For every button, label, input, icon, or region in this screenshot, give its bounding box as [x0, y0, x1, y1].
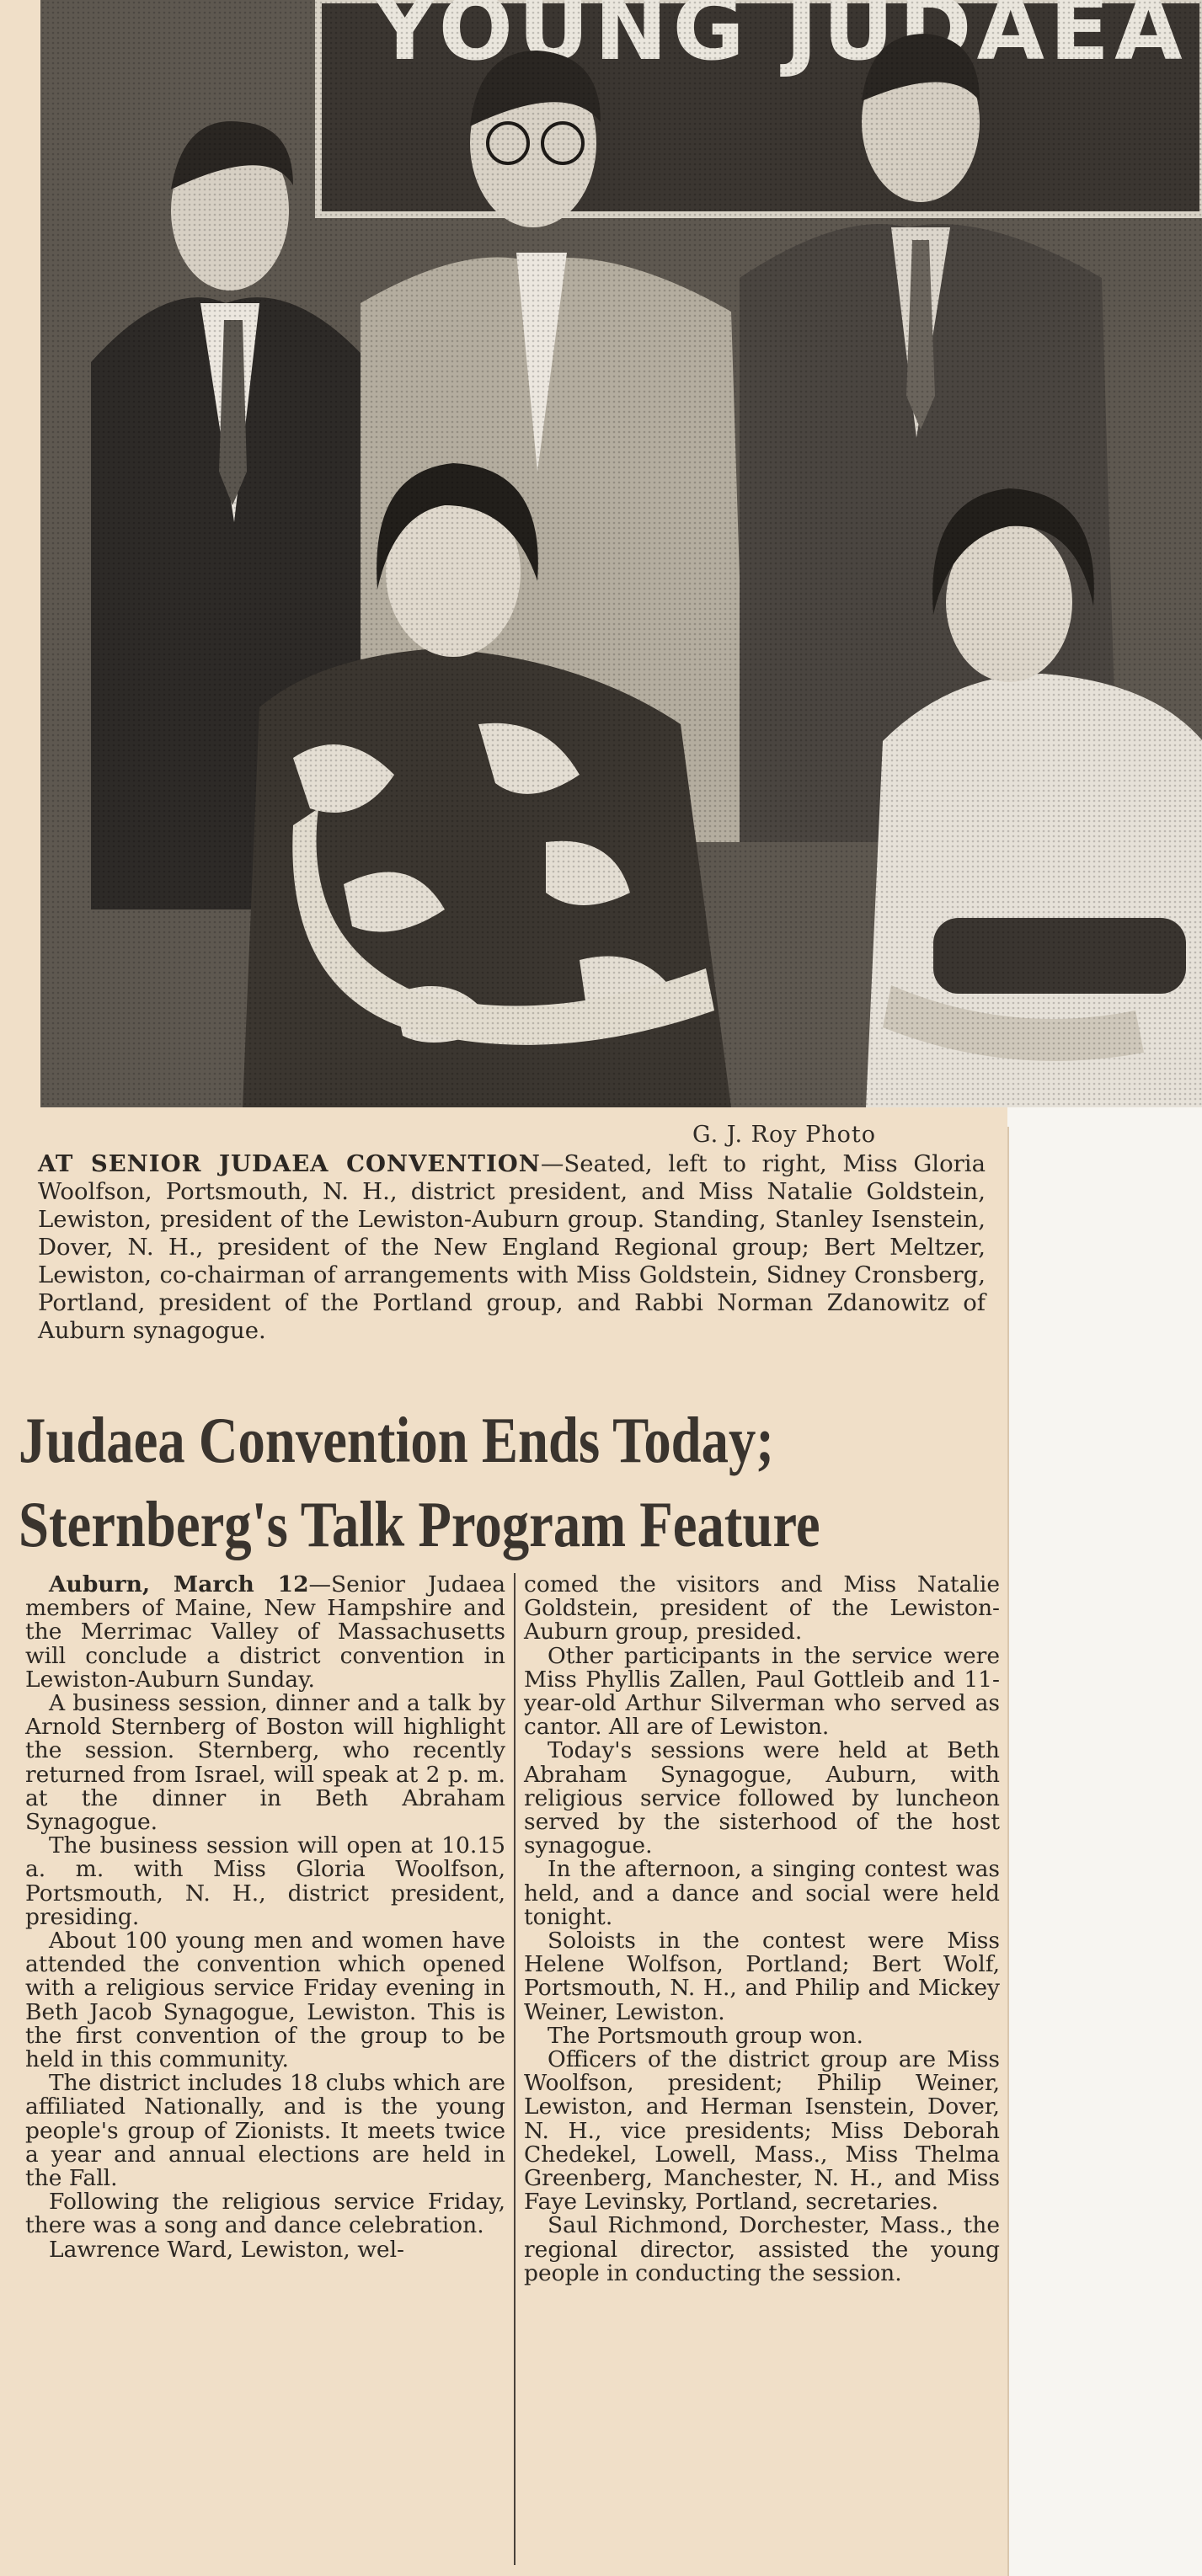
paragraph: Lawrence Ward, Lewiston, wel-	[49, 2236, 405, 2263]
paragraph: About 100 young men and women have attended the convention which opened with a religious service Friday evening in Beth Jacob Synagogue, Lewiston. This is the first convention of the group to be held in this community.	[25, 1928, 505, 2073]
paragraph: Soloists in the contest were Miss Helene Wolfson, Portland; Bert Wolf, Portsmouth, N. H., and Philip and Mickey Weiner, Lewiston.	[524, 1928, 1000, 2025]
group-photo	[40, 0, 1202, 1107]
paragraph: Officers of the district group are Miss Woolfson, president; Philip Weiner, Lewiston, and Herman Isenstein, Dover, N. H., vice presidents; Miss Deborah Chedekel, Lowell, Mass., Miss Thelma Greenberg, Manchester, N. H., and Miss Faye Levinsky, Portland, secretaries.	[524, 2046, 1000, 2216]
clipping-edge	[1007, 1127, 1009, 2576]
headline-line-1: Judaea Convention Ends Today;	[19, 1404, 774, 1476]
article-column-left	[25, 1573, 505, 2262]
paragraph: The Portsmouth group won.	[548, 2022, 863, 2049]
caption-lead: AT SENIOR JUDAEA CONVENTION	[38, 1150, 541, 1177]
caption-text: —Seated, left to right, Miss Gloria Woolfson, Portsmouth, N. H., district president, and Miss Natalie Goldstein, Lewiston, president of the Lewiston-Auburn group. Standing, Stanley Isenstein, Dover, N. H., president of the New England Regional group; Bert Meltzer, Lewiston, co-chairman of arrangements with Miss Goldstein, Sidney Cronsberg, Portland, president of the Portland group, and Rabbi Norman Zdanowitz of Auburn synagogue.	[38, 1150, 986, 1344]
article-column-right	[524, 1573, 1000, 2285]
paragraph: Other participants in the service were Miss Phyllis Zallen, Paul Gottleib and 11-year-old Arthur Silverman who served as cantor. All are of Lewiston.	[524, 1642, 1000, 1741]
photo-credit: G. J. Roy Photo	[692, 1122, 877, 1148]
paragraph: A business session, dinner and a talk by Arnold Sternberg of Boston will highlight the session. Sternberg, who recently returned from Israel, will speak at 2 p. m. at the dinner in Beth Abraham Synagogue.	[25, 1690, 505, 1836]
paragraph: Today's sessions were held at Beth Abraham Synagogue, Auburn, with religious service followed by luncheon served by the sisterhood of the host synagogue.	[524, 1737, 1000, 1859]
paragraph: Auburn, March 12—Senior Judaea members of Maine, New Hampshire and the Merrimac Valley of Massachusetts will conclude a district convention in Lewiston-Auburn Sunday.	[25, 1571, 505, 1693]
paragraph: comed the visitors and Miss Natalie Goldstein, president of the Lewiston-Auburn group, presided.	[524, 1571, 1000, 1645]
headline-line-2: Sternberg's Talk Program Feature	[19, 1488, 820, 1560]
paragraph: In the afternoon, a singing contest was held, and a dance and social were held tonight.	[524, 1856, 1000, 1930]
photo-caption	[38, 1150, 986, 1345]
paragraph: The district includes 18 clubs which are affiliated Nationally, and is the young people's group of Zionists. It meets twice a year and annual elections are held in the Fall.	[25, 2070, 505, 2192]
paragraph: The business session will open at 10.15 a. m. with Miss Gloria Woolfson, Portsmouth, N. H., district president, presiding.	[25, 1832, 505, 1930]
paragraph: Saul Richmond, Dorchester, Mass., the regional director, assisted the young people in conducting the session.	[524, 2212, 1000, 2286]
column-rule	[514, 1573, 516, 2565]
dateline: Auburn, March 12	[49, 1571, 309, 1597]
paragraph: Following the religious service Friday, there was a song and dance celebration.	[25, 2189, 505, 2239]
headline	[19, 1398, 832, 1566]
group-photo-illustration	[40, 0, 1202, 1107]
